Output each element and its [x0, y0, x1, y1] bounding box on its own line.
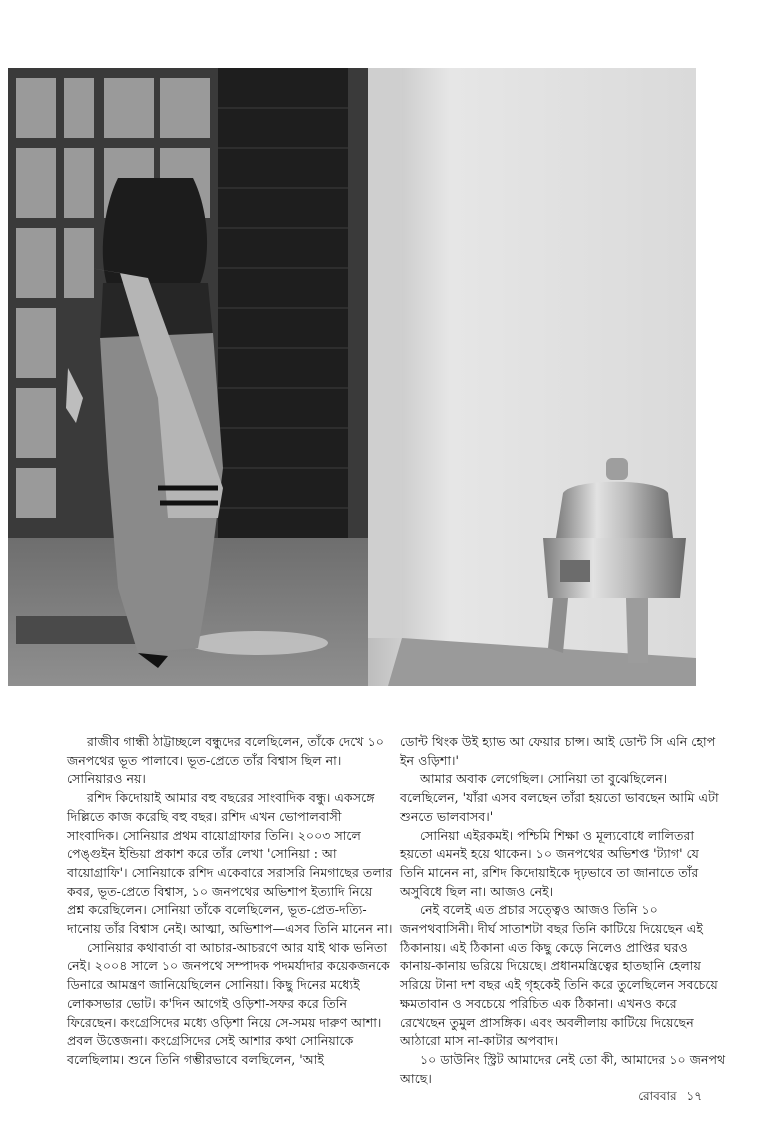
paragraph: নেই বলেই এত প্রচার সত্ত্বেও আজও তিনি ১০ জনপথবাসিনী। দীর্ঘ সাতাশটা বছর তিনি কাটিয়ে দিয়েছেন এই ঠিকানায়। এই ঠিকানা এত কিছু কেড়ে নিলেও প্রাপ্তির ঘরও কানায়-কানায় ভরিয়ে দিয়েছে। প্রধানমন্ত্রিত্বের হাতছানি হেলায় সরিয়ে টানা দশ বছর এই গৃহকেই তিনি করে তুলেছিলেন সবচেয়ে ক্ষমতাবান ও সবচেয়ে পরিচিত এক ঠিকানা। এখনও করে রেখেছেন তুমুল প্রাসঙ্গিক। এবং অবলীলায় কাটিয়ে দিয়েছেন আঠারো মাস না-কাটার অপবাদ।: [400, 902, 718, 1049]
hair: [103, 178, 207, 288]
paragraph: রশিদ কিদোয়াই আমার বহু বছরের সাংবাদিক বন্ধু। একসঙ্গে দিল্লিতে কাজ করেছি বহু বছর। রশিদ এখন ভোপালবাসী সাংবাদিক। সোনিয়ার প্রথম বায়োগ্রাফার তিনি। ২০০৩ সালে পেঙ্গুইন ইন্ডিয়া প্রকাশ করে তাঁর লেখা 'সোনিয়া : আ বায়োগ্রাফি'। সোনিয়াকে রশিদ একেবারে সরাসরি নিমগাছের তলার কবর, ভূত-প্রেতে বিশ্বাস, ১০ জনপথের অভিশাপ ইত্যাদি নিয়ে প্রশ্ন করেছিলেন। সোনিয়া তাঁকে বলেছিলেন, ভূত-প্রেত-দত্যি-দানোয় তাঁর বিশ্বাস নেই। আত্মা, অভিশাপ—এসব তিনি মানেন না।: [67, 790, 393, 937]
paragraph-continued: ডোন্ট থিংক উই হ্যাভ আ ফেয়ার চান্স। আই ডোন্ট সি এনি হোপ ইন ওড়িশা।': [400, 734, 716, 768]
pot-latch: [560, 560, 590, 582]
page-footer: [632, 1088, 702, 1108]
paragraph: সোনিয়ার কথাবার্তা বা আচার-আচরণে আর যাই থাক ভনিতা নেই। ২০০৪ সালে ১০ জনপথে সম্পাদক পদমর্যাদার কয়েকজনকে ডিনারে আমন্ত্রণ জানিয়েছিলেন সোনিয়া। কিছু দিনের মধ্যেই লোকসভার ভোট। ক'দিন আগেই ওড়িশা-সফর করে তিনি ফিরেছেন। কংগ্রেসিদের মধ্যে ওড়িশা নিয়ে সে-সময় দারুণ আশা। প্রবল উত্তেজনা। কংগ্রেসিদের সেই আশার কথা সোনিয়াকে বলেছিলাম। শুনে তিনি গম্ভীরভাবে বলছিলেন, 'আই: [67, 939, 390, 1067]
photo-illustration: [8, 68, 696, 686]
article-column-left: [67, 733, 393, 1070]
dark-door: [218, 68, 348, 588]
page-number: ১৭: [686, 1089, 702, 1103]
pot-leg-right: [626, 598, 648, 663]
paragraph: আমার অবাক লেগেছিল। সোনিয়া তা বুঝেছিলেন। বলেছিলেন, 'যাঁরা এসব বলছেন তাঁরা হয়তো ভাবছেন আমি এটা শুনতে ভালবাসব।': [400, 771, 719, 824]
section-name: রোববার: [638, 1089, 677, 1103]
floor-reflection: [188, 631, 328, 655]
paragraph: ১০ ডাউনিং স্ট্রিট আমাদের নেই তো কী, আমাদের ১০ জনপথ আছে।: [400, 1051, 726, 1086]
article-photo: [8, 68, 696, 686]
article-column-right: [400, 733, 726, 1088]
paragraph: রাজীব গান্ধী ঠাট্টাচ্ছলে বন্ধুদের বলেছিলেন, তাঁকে দেখে ১০ জনপথের ভূত পালাবে। ভূত-প্রেতে তাঁর বিশ্বাস ছিল না। সোনিয়ারও নয়।: [67, 734, 384, 787]
pot-knob: [606, 458, 628, 480]
wall-pillar-edge: [368, 68, 402, 638]
pot-lid: [556, 482, 673, 538]
paragraph: সোনিয়া এইরকমই। পশ্চিমি শিক্ষা ও মূল্যবোধে লালিতরা হয়তো এমনই হয়ে থাকেন। ১০ জনপথের অভিশপ্ত 'ট্যাগ' যে তিনি মানেন না, রশিদ কিদোয়াইকে দৃঢ়ভাবে তা জানাতে তাঁর অসুবিধে ছিল না। আজও নেই।: [400, 827, 699, 899]
